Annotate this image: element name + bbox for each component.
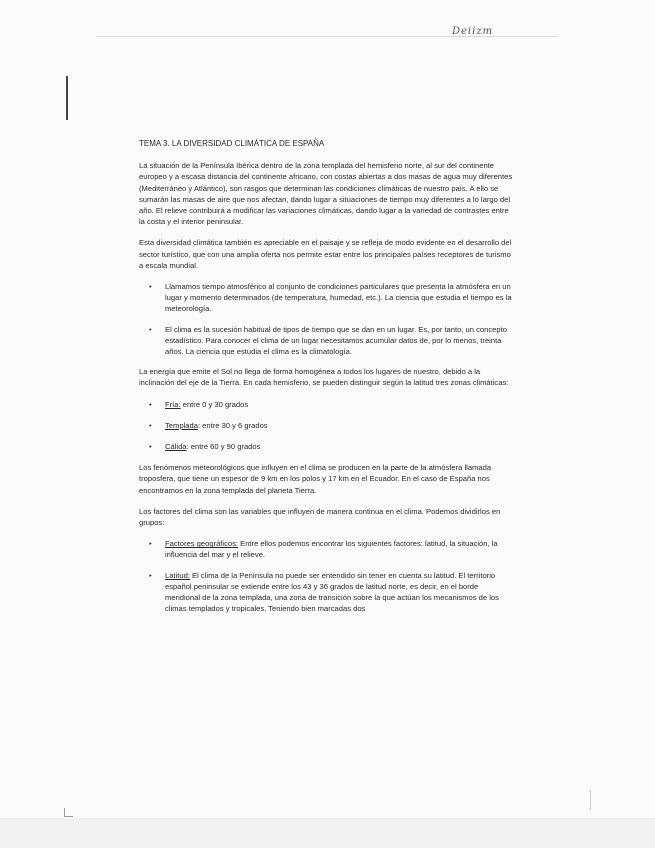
scan-bottom-band	[0, 818, 655, 848]
list-item-tiempo	[139, 281, 513, 315]
list-item-fria	[139, 399, 513, 410]
zone-term: Fría:	[165, 399, 181, 409]
bullet-icon: •	[149, 539, 152, 549]
zone-text: : entre 60 y 90 grados	[186, 442, 261, 452]
paragraph-troposphere: Los fenómenos meteorológicos que influyen en el clima se producen en la parte de la atmósfera llamada troposfera, que tiene un espesor de 9 km en los polos y 17 km en el Ecuador. En el caso de España nos encontramos en la zona templada del planeta Tierra.	[139, 463, 492, 495]
factors-list	[139, 538, 513, 614]
list-item-geographic	[139, 538, 513, 560]
climate-zones-list	[139, 399, 513, 453]
bullet-icon: •	[149, 442, 152, 452]
list-item-calida	[139, 441, 513, 452]
handwritten-note: Deiizm	[452, 26, 494, 37]
paragraph-intro: La situación de la Península Ibérica dentro de la zona templada del hemisferio norte, al sur del continente europeo y a escasa distancia del continente africano, con costas abiertas a dos masas de agua muy diferentes (Mediterráneo y Atlántico), son rasgos que determinan las condiciones climáticas de nuestro país. A ello se sumarán las masas de aire que nos afectan, dando lugar a situaciones de tiempo muy diferentes a lo largo del año. El relieve contribuirá a modificar las variaciones climáticas, dando lugar a la variedad de contrastes entre la costa y el interior peninsular.	[139, 161, 513, 227]
zone-text: entre 0 y 30 grados	[180, 399, 249, 409]
list-item-text: Llamamos tiempo atmosférico al conjunto de condiciones particulares que presenta la atmósfera en un lugar y momento determinados (de temperatura, humedad, etc.). La ciencia que estudia el tiempo es la meteorología.	[165, 282, 512, 314]
list-item-latitud	[139, 570, 513, 615]
bullet-icon: •	[149, 570, 152, 580]
document-body	[139, 138, 513, 624]
scan-edge	[584, 790, 591, 810]
list-item-clima	[139, 324, 513, 358]
paragraph-factors: Los factores del clima son las variables que influyen de manera continua en el clima. Podemos dividirlos en grupos:	[139, 506, 501, 528]
bullet-icon: •	[149, 282, 152, 292]
factor-term: Factores geográficos:	[165, 539, 239, 549]
factor-term: Latitud:	[165, 570, 190, 580]
bullet-icon: •	[149, 399, 152, 409]
corner-mark	[64, 808, 73, 817]
document-title: TEMA 3. LA DIVERSIDAD CLIMÁTICA DE ESPAÑA	[139, 139, 325, 148]
list-item-text: El clima es la sucesión habitual de tipos de tiempo que se dan en un lugar. Es, por tanto, un concepto estadístico. Para conocer el clima de un lugar necesitamos acumular datos de, por lo menos, treinta años. La ciencia que estudia el clima es la climatología.	[165, 324, 507, 357]
bullet-icon: •	[149, 420, 152, 430]
margin-mark	[66, 76, 68, 120]
paragraph-energy: La energía que emite el Sol no llega de forma homogénea a todos los lugares de nuestro, debido a la inclinación del eje de la Tierra. En cada hemisferio, se pueden distinguir según la latitud tres zonas climáticas:	[139, 367, 509, 388]
bullet-icon: •	[149, 324, 152, 334]
factor-text: Entre ellos podemos encontrar los siguientes factores: latitud, la situación, la influencia del mar y el relieve.	[165, 539, 498, 560]
paragraph-tourism: Esta diversidad climática también es apreciable en el paisaje y se refleja de modo evidente en el desarrollo del sector turístico, que con una amplia oferta nos permite estar entre los principales países receptores de turismo a escala mundial.	[139, 238, 512, 270]
factor-text: El clima de la Península no puede ser entendido sin tener en cuenta su latitud. El territorio español peninsular se extiende entre los 43 y 36 grados de latitud norte, es decir, en el borde meridional de la zona templada, una zona de transición sobre la que actúan los mecanismos de los climas templados y tropicales. Teniendo bien marcadas dos	[165, 570, 499, 614]
zone-term: Cálida	[165, 442, 187, 452]
definitions-list	[139, 281, 513, 357]
zone-term: Templada	[165, 420, 198, 430]
zone-text: : entre 30 y 6 grados	[197, 420, 268, 430]
list-item-templada	[139, 420, 513, 431]
